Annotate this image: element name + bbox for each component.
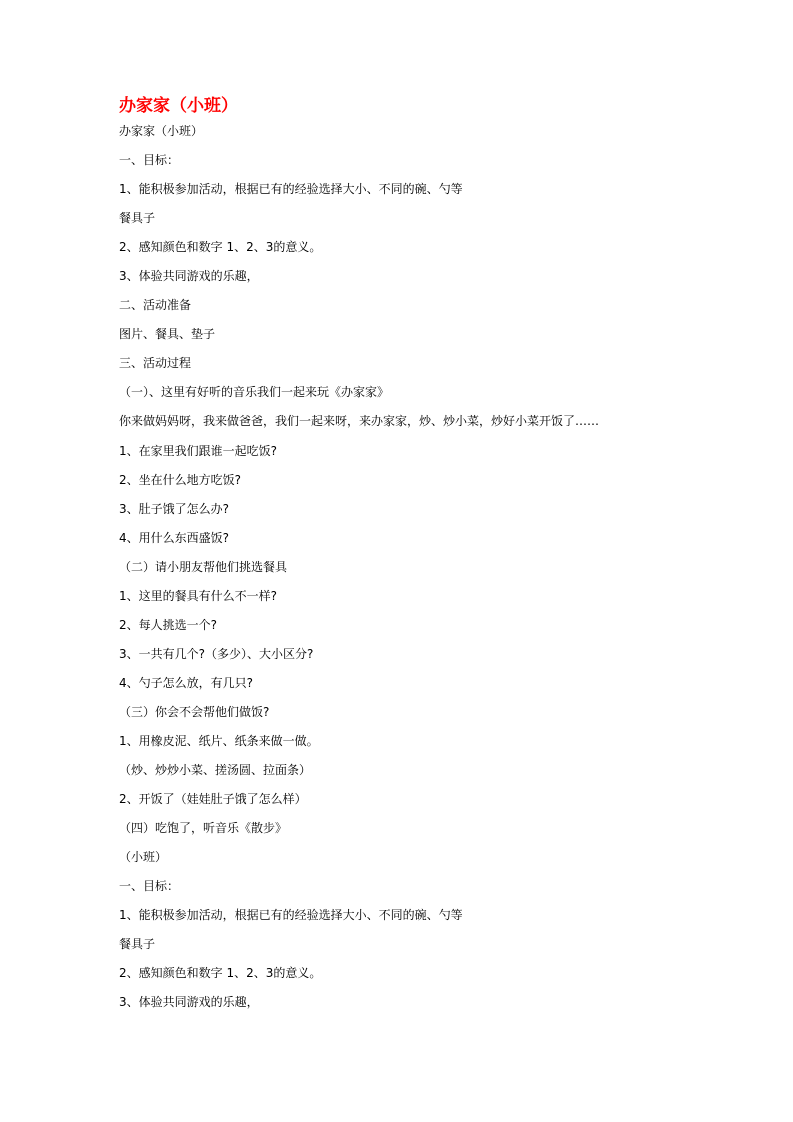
document-title: 办家家（小班） bbox=[119, 96, 238, 116]
paragraph-line: 2、开饭了（娃娃肚子饿了怎么样） bbox=[119, 792, 307, 807]
paragraph-line: 4、勺子怎么放，有几只? bbox=[119, 675, 254, 690]
paragraph-line: 2、感知颜色和数字 1、2、3的意义。 bbox=[119, 966, 322, 981]
paragraph-line: 3、肚子饿了怎么办? bbox=[119, 501, 230, 516]
paragraph-line: 1、能积极参加活动，根据已有的经验选择大小、不同的碗、勺等 bbox=[119, 182, 463, 197]
paragraph-line: 4、用什么东西盛饭? bbox=[119, 530, 230, 545]
paragraph-line: 图片、餐具、垫子 bbox=[119, 327, 216, 342]
paragraph-line: 办家家（小班） bbox=[119, 124, 204, 138]
paragraph-line: 你来做妈妈呀，我来做爸爸，我们一起来呀，来办家家，炒、炒小菜，炒好小菜开饭了…… bbox=[119, 414, 600, 429]
paragraph-line: 2、感知颜色和数字 1、2、3的意义。 bbox=[119, 240, 322, 255]
paragraph-line: 餐具子 bbox=[119, 937, 156, 952]
paragraph-line: （三）你会不会帮他们做饭? bbox=[119, 704, 270, 719]
paragraph-line: 1、这里的餐具有什么不一样? bbox=[119, 588, 278, 603]
paragraph-line: （四）吃饱了，听音乐《散步》 bbox=[119, 821, 288, 836]
document-page bbox=[119, 94, 719, 1023]
paragraph-line: 1、在家里我们跟谁一起吃饭? bbox=[119, 443, 278, 458]
paragraph-line: （小班） bbox=[119, 850, 168, 865]
paragraph-line: 3、一共有几个?（多少）、大小区分? bbox=[119, 646, 314, 661]
paragraph-line: 一、目标： bbox=[119, 879, 180, 894]
paragraph-line: 二、活动准备 bbox=[119, 298, 192, 313]
paragraph-line: （炒、炒炒小菜、搓汤圆、拉面条） bbox=[119, 763, 312, 778]
paragraph-line: 餐具子 bbox=[119, 211, 156, 226]
paragraph-line: 3、体验共同游戏的乐趣， bbox=[119, 995, 259, 1010]
paragraph-line: 一、目标： bbox=[119, 153, 180, 168]
paragraph-line: 三、活动过程 bbox=[119, 356, 192, 371]
paragraph-line: 1、能积极参加活动，根据已有的经验选择大小、不同的碗、勺等 bbox=[119, 908, 463, 923]
paragraph-line: （一）、这里有好听的音乐我们一起来玩《办家家》 bbox=[119, 385, 390, 400]
document-body bbox=[119, 123, 719, 1011]
paragraph-line: （二）请小朋友帮他们挑选餐具 bbox=[119, 559, 288, 574]
paragraph-line: 1、用橡皮泥、纸片、纸条来做一做。 bbox=[119, 733, 319, 748]
paragraph-line: 3、体验共同游戏的乐趣， bbox=[119, 269, 259, 284]
paragraph-line: 2、坐在什么地方吃饭? bbox=[119, 472, 242, 487]
paragraph-line: 2、每人挑选一个? bbox=[119, 617, 218, 632]
